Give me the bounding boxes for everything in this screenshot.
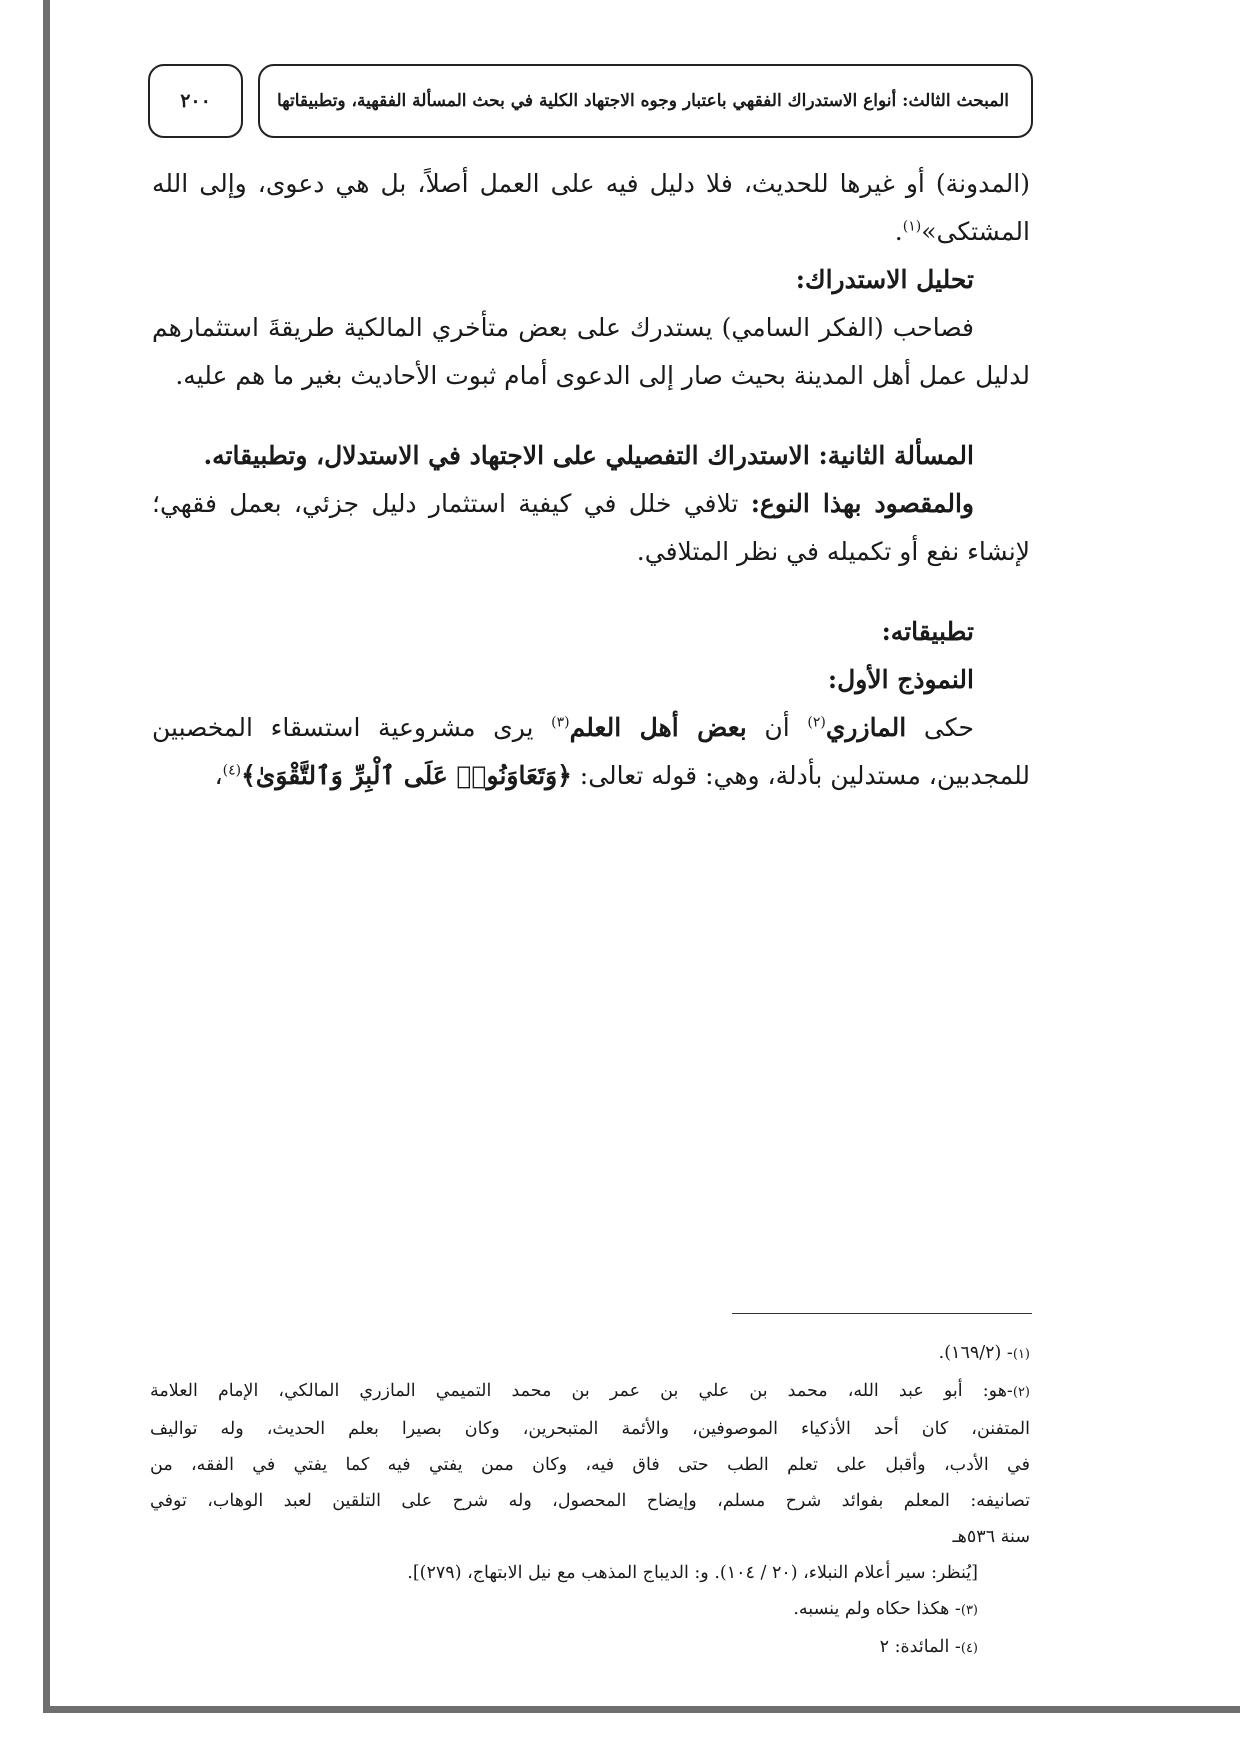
footnote-2-source: [يُنظر: سير أعلام النبلاء، (٢٠ / ١٠٤). و: الديباج المذهب مع نيل الابتهاج، (٢٧٩)]. — [407, 1563, 978, 1583]
footnote-2-line: سنة ٥٣٦هـ — [952, 1527, 1030, 1547]
footnote-text: - المائدة: ٢ — [879, 1637, 961, 1657]
body-text-span: ، — [214, 761, 223, 790]
body-line: لإنشاء نفع أو تكميله في نظر المتلافي. — [636, 537, 1030, 566]
footnote-ref: (٢) — [807, 714, 826, 731]
section-heading-issue-two — [152, 432, 1030, 480]
body-text-span: . — [894, 217, 903, 246]
footnote-separator — [732, 1313, 1032, 1314]
page-number-box — [148, 64, 243, 138]
footnote-2-line: في الأدب، وأقبل على تعلم الطب حتى فاق فيه، وكان ممن يفتي فيه كما يفتي في الفقه، من — [150, 1455, 1030, 1475]
heading-bold: تحليل الاستدراك: — [795, 265, 974, 294]
footnote-ref: (٣) — [551, 714, 570, 731]
body-text-span: يرى مشروعية استسقاء المخصبين — [152, 713, 552, 742]
footnote-number: (٤) — [960, 1641, 978, 1656]
term-bold: والمقصود بهذا النوع: — [750, 489, 974, 518]
footnotes — [150, 1335, 1030, 1667]
header-title-text: المبحث الثالث: أنواع الاستدراك الفقهي باعتبار وجوه الاجتهاد الكلية في بحث المسألة الفقهية، وتطبيقاتها — [276, 91, 1009, 111]
heading-text — [152, 656, 1030, 704]
footnote-2-line: تصانيفه: المعلم بفوائد شرح مسلم، وإيضاح المحصول، وله شرح على التلقين لعبد الوهاب، توفي — [150, 1491, 1030, 1511]
footnote-ref: (١) — [902, 218, 922, 235]
heading-bold: النموذج الأول: — [827, 665, 974, 694]
footnote-ref: (٤) — [222, 762, 242, 779]
body-line — [152, 752, 1030, 800]
page-number: ٢٠٠ — [180, 90, 211, 112]
footnote-text: - هكذا حكاه ولم ينسبه. — [793, 1599, 961, 1619]
heading-text — [152, 256, 1030, 304]
paragraph-continuation — [152, 160, 1030, 256]
footnote-number: (٢) — [1012, 1385, 1030, 1400]
paragraph-model-one — [152, 704, 1030, 800]
body-line: فصاحب (الفكر السامي) يستدرك على بعض متأخري المالكية طريقةَ استثمارهم — [152, 313, 974, 342]
footnote-text: -هو: أبو عبد الله، محمد بن علي بن عمر بن محمد التميمي المازري المالكي، الإمام العلامة — [150, 1381, 1013, 1401]
running-header-title — [258, 64, 1033, 138]
footnote-2-line: المتفنن، كان أحد الأذكياء الموصوفين، والأئمة المتبحرين، وكان بصيرا بعلم الحديث، وله تواليف — [150, 1419, 1030, 1439]
footnote-2-line — [150, 1373, 1030, 1411]
heading-bold: تطبيقاته: — [881, 617, 974, 646]
body-line: لدليل عمل أهل المدينة بحيث صار إلى الدعوى أمام ثبوت الأحاديث بغير ما هم عليه. — [175, 361, 1030, 390]
scholar-name: المازري — [825, 713, 907, 742]
body-line — [152, 480, 1030, 528]
body-line: (المدونة) أو غيرها للحديث، فلا دليل فيه على العمل أصلاً، بل هي دعوى، وإلى الله — [152, 169, 1030, 198]
footnote-4 — [150, 1629, 1030, 1667]
body-text-span: أن — [746, 713, 808, 742]
quran-verse: ﴿وَتَعَاوَنُوا۟ عَلَى ٱلْبِرِّ وَٱلتَّقْوَىٰ﴾ — [241, 761, 572, 790]
heading-text — [152, 608, 1030, 656]
body-line — [152, 208, 1030, 256]
body-text-span: للمجدبين، مستدلين بأدلة، وهي: قوله تعالى: — [571, 761, 1030, 790]
footnote-3 — [150, 1591, 1030, 1629]
paragraph-analysis — [152, 304, 1030, 400]
paragraph-definition — [152, 480, 1030, 576]
footnote-text: - (١٦٩/٢). — [938, 1343, 1013, 1363]
footnote-number: (٣) — [960, 1603, 978, 1618]
footnote-number: (١) — [1012, 1347, 1030, 1362]
heading-bold: المسألة الثانية: الاستدراك التفصيلي على الاجتهاد في الاستدلال، وتطبيقاته. — [203, 441, 974, 470]
heading-text — [152, 432, 1030, 480]
body-text-span: تلافي خلل في كيفية استثمار دليل جزئي، بعمل فقهي؛ — [152, 489, 751, 518]
body-text-span: حكى — [906, 713, 974, 742]
section-heading-applications — [152, 608, 1030, 704]
footnote-1 — [150, 1335, 1030, 1373]
body-text-span: المشتكى» — [921, 217, 1030, 246]
scholar-group: بعض أهل العلم — [569, 713, 747, 742]
section-heading-analysis — [152, 256, 1030, 304]
body-line — [152, 704, 1030, 752]
